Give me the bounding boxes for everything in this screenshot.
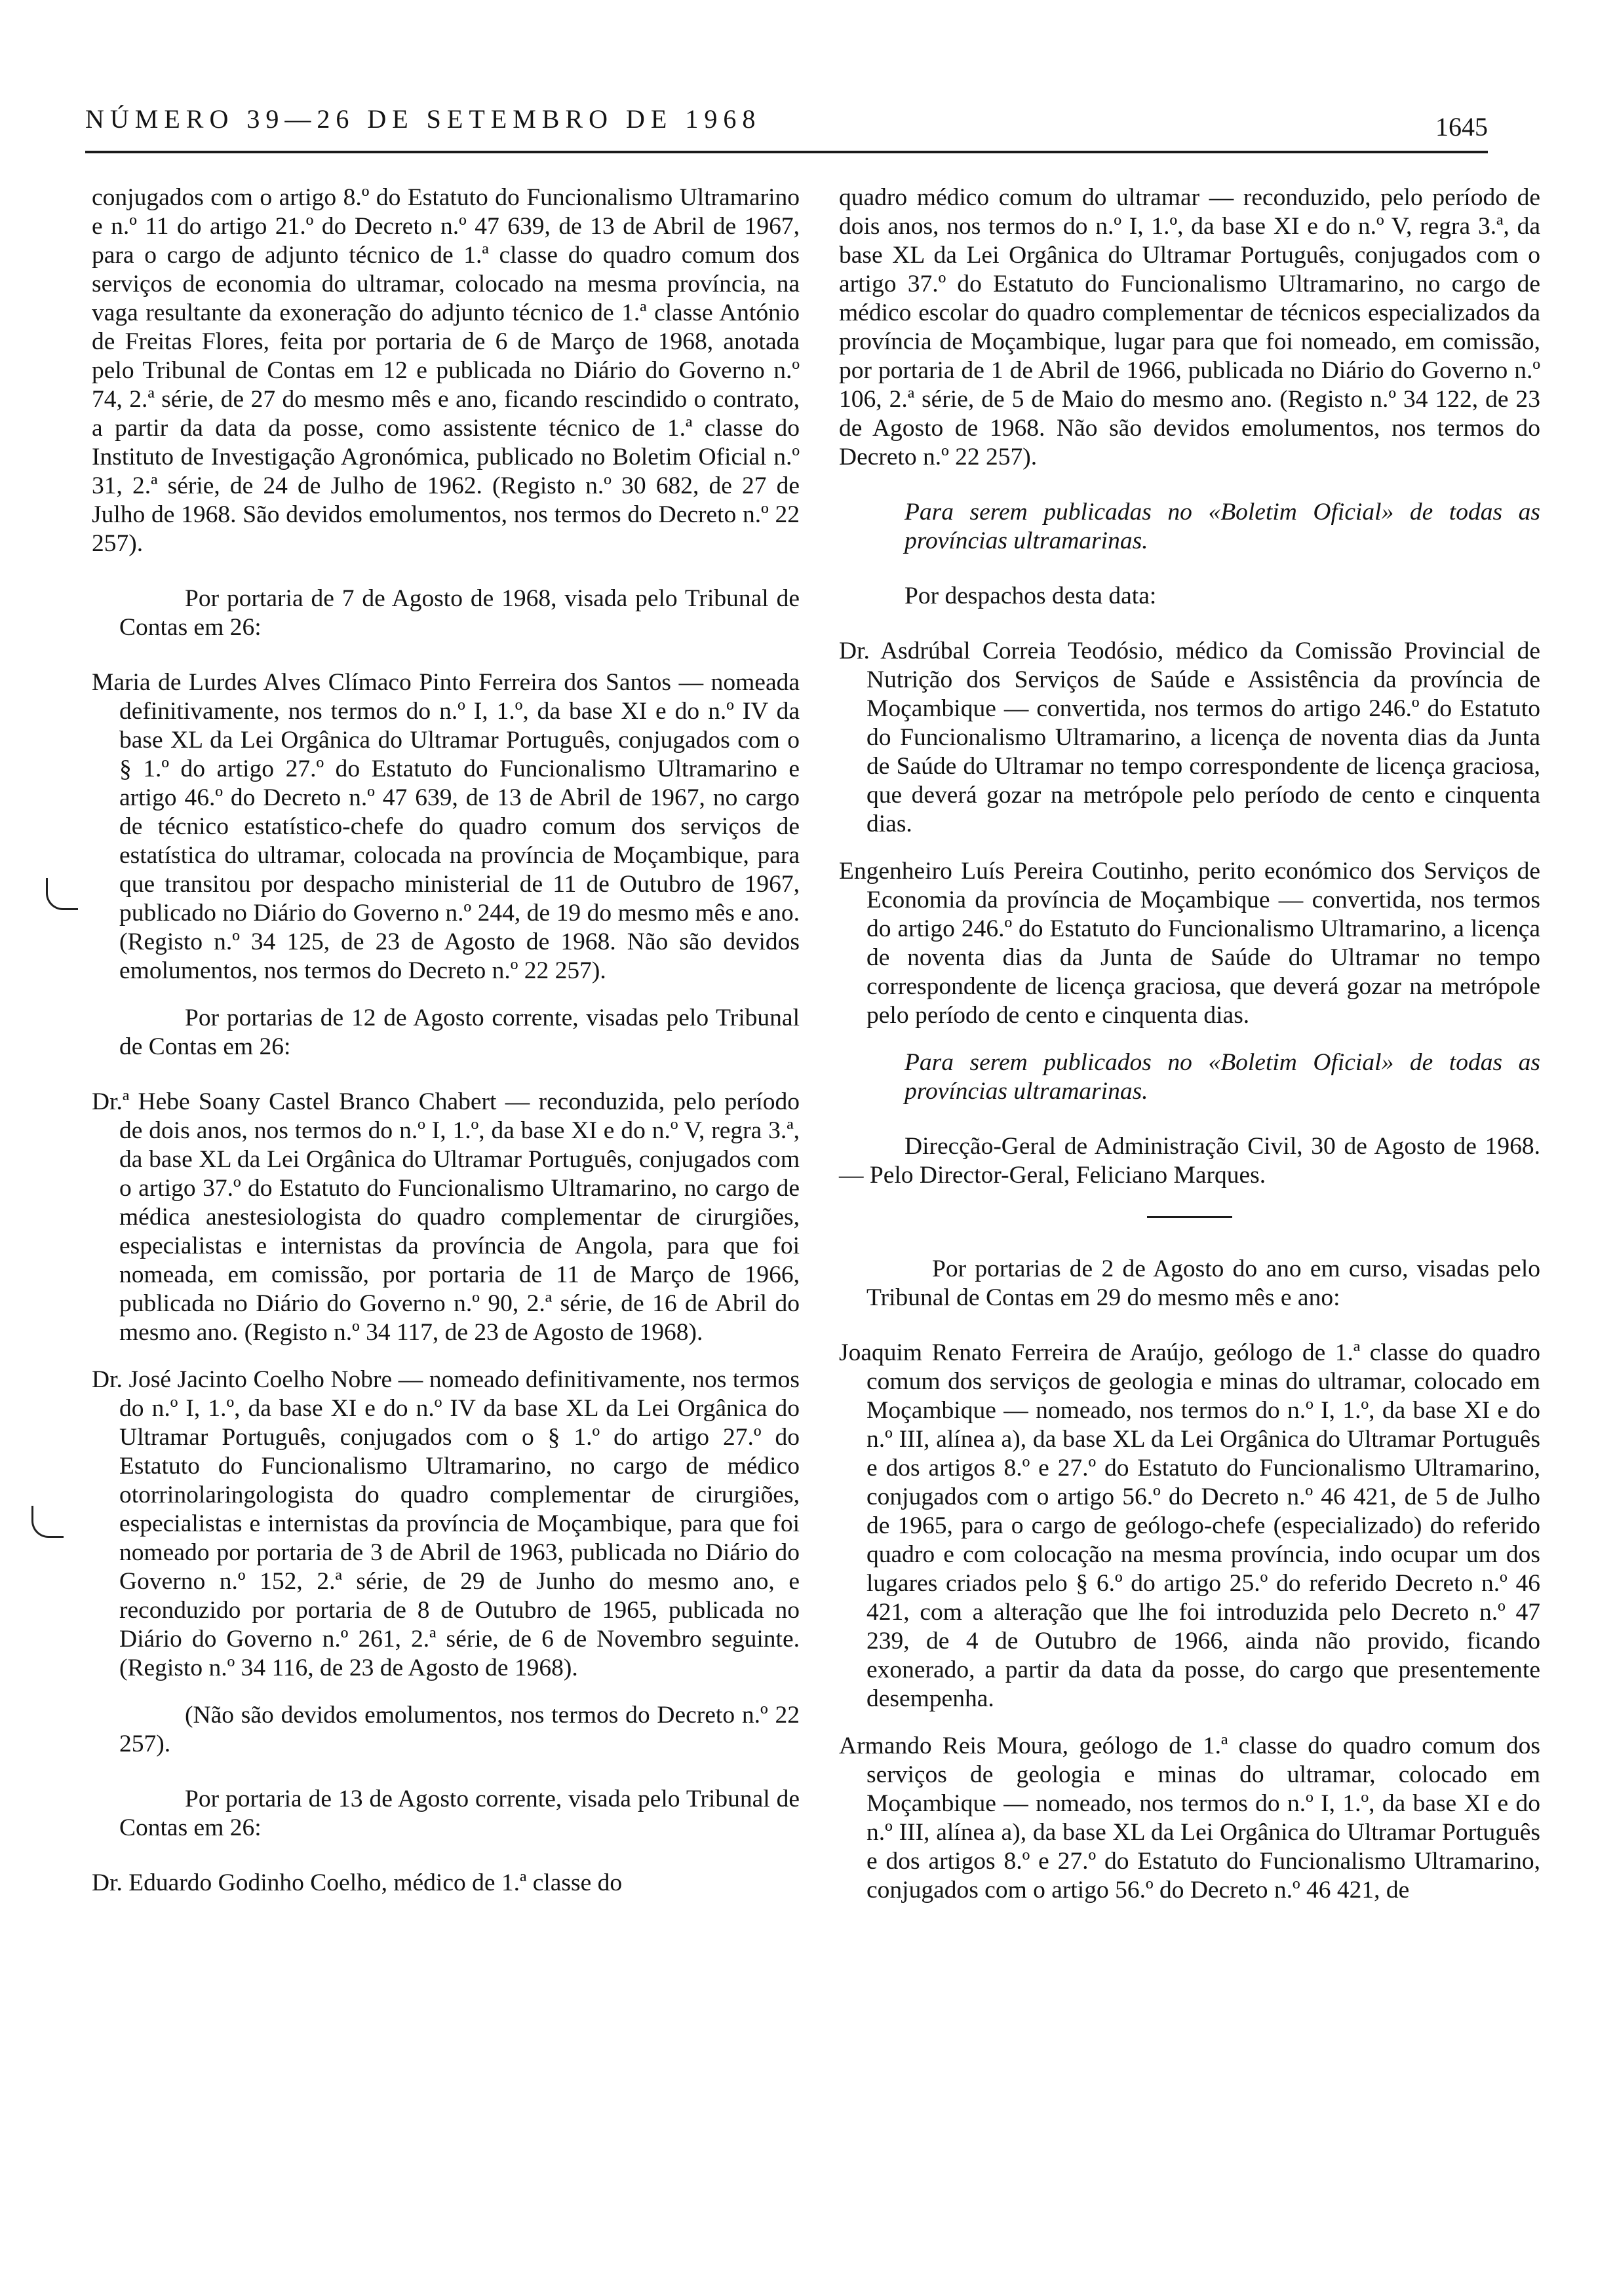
publication-note: Para serem publicados no «Boletim Oficial» de todas as províncias ultramarinas. [905, 1049, 1540, 1105]
appointment-entry: Armando Reis Moura, geólogo de 1.ª classe do quadro comum dos serviços de geologia e minas do ultramar, colocado em Moçambique — nomeado, nos termos do n.º I, 1.º, da base XI e do n.º III, alínea a), da base XL da Lei Orgânica do Ultramar Português e dos artigos 8.º e 27.º do Estatuto do Funcionalismo Ultramarino, conjugados com o artigo 56.º do Decreto n.º 46 421, de [839, 1732, 1540, 1904]
portaria-heading: Por portaria de 13 de Agosto corrente, visada pelo Tribunal de Contas em 26: [119, 1786, 800, 1841]
appointment-entry: Dr.ª Hebe Soany Castel Branco Chabert — reconduzida, pelo período de dois anos, nos termos do n.º I, 1.º, da base XI e do n.º V, regra 3.ª, da base XL da Lei Orgânica do Ultramar Português, conjugados com o artigo 37.º do Estatuto do Funcionalismo Ultramarino, no cargo de médica anestesiologista do quadro complementar de cirurgiões, especialistas e internistas da província de Angola, para que foi nomeada, em comissão, por portaria de 11 de Março de 1966, publicada no Diário do Governo n.º 90, 2.ª série, de 16 de Abril do mesmo ano. (Registo n.º 34 117, de 23 de Agosto de 1968). [92, 1088, 800, 1346]
page-header-title: NÚMERO 39—26 DE SETEMBRO DE 1968 [85, 104, 762, 134]
page-number: 1645 [1435, 112, 1488, 142]
right-column [839, 183, 1540, 1923]
margin-mark [31, 1506, 64, 1538]
appointment-entry: Dr. Eduardo Godinho Coelho, médico de 1.ª classe do [92, 1869, 623, 1896]
publication-note: Para serem publicadas no «Boletim Oficial» de todas as províncias ultramarinas. [905, 499, 1540, 554]
appointment-entry: Joaquim Renato Ferreira de Araújo, geólogo de 1.ª classe do quadro comum dos serviços de geologia e minas do ultramar, colocado em Moçambique — nomeado, nos termos do n.º I, 1.º, da base XI e do n.º III, alínea a), da base XL da Lei Orgânica do Ultramar Português e dos artigos 8.º e 27.º do Estatuto do Funcionalismo Ultramarino, conjugados com o artigo 56.º do Decreto n.º 46 421, de 5 de Julho de 1965, para o cargo de geólogo-chefe (especializado) do referido quadro e com colocação na mesma província, indo ocupar um dos lugares criados pelo § 6.º do artigo 25.º do referido Decreto n.º 46 421, com a alteração que lhe foi introduzida pelo Decreto n.º 47 239, de 4 de Outubro de 1966, ainda não provido, ficando exonerado, a partir da data da posse, do cargo que presentemente desempenha. [839, 1339, 1540, 1712]
appointment-entry: Engenheiro Luís Pereira Coutinho, perito económico dos Serviços de Economia da província de Moçambique — convertida, nos termos do artigo 246.º do Estatuto do Funcionalismo Ultramarino, a licença de noventa dias da Junta de Saúde do Ultramar no tempo correspondente de licença graciosa, que deverá gozar na metrópole pelo período de cento e cinquenta dias. [839, 858, 1540, 1029]
paragraph: conjugados com o artigo 8.º do Estatuto do Funcionalismo Ultramarino e n.º 11 do artigo 21.º do Decreto n.º 47 639, de 13 de Abril de 1967, para o cargo de adjunto técnico de 1.ª classe do quadro comum dos serviços de economia do ultramar, colocado na mesma província, na vaga resultante da exoneração do adjunto técnico de 1.ª classe António de Freitas Flores, feita por portaria de 6 de Março de 1968, anotada pelo Tribunal de Contas em 12 e publicada no Diário do Governo n.º 74, 2.ª série, de 27 do mesmo mês e ano, ficando rescindido o contrato, a partir da data da posse, como assistente técnico de 1.ª classe do Instituto de Investigação Agronómica, publicado no Boletim Oficial n.º 31, 2.ª série, de 24 de Julho de 1962. (Registo n.º 30 682, de 27 de Julho de 1968. São devidos emolumentos, nos termos do Decreto n.º 22 257). [92, 184, 800, 557]
portaria-heading: Por portarias de 2 de Agosto do ano em curso, visadas pelo Tribunal de Contas em 29 do mesmo mês e ano: [866, 1255, 1540, 1311]
appointment-entry: Maria de Lurdes Alves Clímaco Pinto Ferreira dos Santos — nomeada definitivamente, nos termos do n.º I, 1.º, da base XI e do n.º IV da base XL da Lei Orgânica do Ultramar Português, conjugados com o § 1.º do artigo 27.º do Estatuto do Funcionalismo Ultramarino e artigo 46.º do Decreto n.º 47 639, de 13 de Abril de 1967, no cargo de técnico estatístico-chefe do quadro comum dos serviços de estatística do ultramar, colocada na província de Moçambique, para que transitou por despacho ministerial de 11 de Outubro de 1967, publicado no Diário do Governo n.º 244, de 19 do mesmo mês e ano. (Registo n.º 34 125, de 23 de Agosto de 1968. Não são devidos emolumentos, nos termos do Decreto n.º 22 257). [92, 669, 800, 984]
page-header [85, 98, 1488, 153]
left-column [92, 183, 800, 1916]
note: (Não são devidos emolumentos, nos termos do Decreto n.º 22 257). [119, 1702, 800, 1757]
portaria-heading: Por portarias de 12 de Agosto corrente, visadas pelo Tribunal de Contas em 26: [119, 1004, 800, 1060]
section-divider [1147, 1216, 1232, 1218]
portaria-heading: Por portaria de 7 de Agosto de 1968, visada pelo Tribunal de Contas em 26: [119, 585, 800, 641]
appointment-entry: Dr. José Jacinto Coelho Nobre — nomeado definitivamente, nos termos do n.º I, 1.º, da base XI e do n.º IV da base XL da Lei Orgânica do Ultramar Português, conjugados com o § 1.º do artigo 27.º do Estatuto do Funcionalismo Ultramarino, no cargo de médico otorrinolaringologista do quadro complementar de cirurgiões, especialistas e internistas da província de Moçambique, para que foi nomeado por portaria de 3 de Abril de 1963, publicada no Diário do Governo n.º 152, 2.ª série, de 29 de Junho do mesmo ano, e reconduzido por portaria de 8 de Outubro de 1965, publicada no Diário do Governo n.º 261, 2.ª série, de 6 de Novembro seguinte. (Registo n.º 34 116, de 23 de Agosto de 1968). [92, 1366, 800, 1681]
margin-mark [46, 878, 78, 910]
appointment-entry: Dr. Asdrúbal Correia Teodósio, médico da Comissão Provincial de Nutrição dos Serviços de Saúde e Assistência da província de Moçambique — convertida, nos termos do artigo 246.º do Estatuto do Funcionalismo Ultramarino, a licença de noventa dias da Junta de Saúde do Ultramar no tempo correspondente de licença graciosa, que deverá gozar na metrópole pelo período de cento e cinquenta dias. [839, 638, 1540, 837]
despachos-heading: Por despachos desta data: [905, 583, 1157, 609]
paragraph: quadro médico comum do ultramar — reconduzido, pelo período de dois anos, nos termos do n.º I, 1.º, da base XI e do n.º V, regra 3.ª, da base XL da Lei Orgânica do Ultramar Português, conjugados com o artigo 37.º do Estatuto do Funcionalismo Ultramarino, no cargo de médico escolar do quadro complementar de técnicos especializados da província de Moçambique, lugar para que foi nomeado, em comissão, por portaria de 1 de Abril de 1966, publicada no Diário do Governo n.º 106, 2.ª série, de 5 de Maio do mesmo ano. (Registo n.º 34 122, de 23 de Agosto de 1968. Não são devidos emolumentos, nos termos do Decreto n.º 22 257). [839, 184, 1540, 470]
signature-line: Direcção-Geral de Administração Civil, 30 de Agosto de 1968. — Pelo Director-Geral, Feliciano Marques. [839, 1133, 1540, 1189]
